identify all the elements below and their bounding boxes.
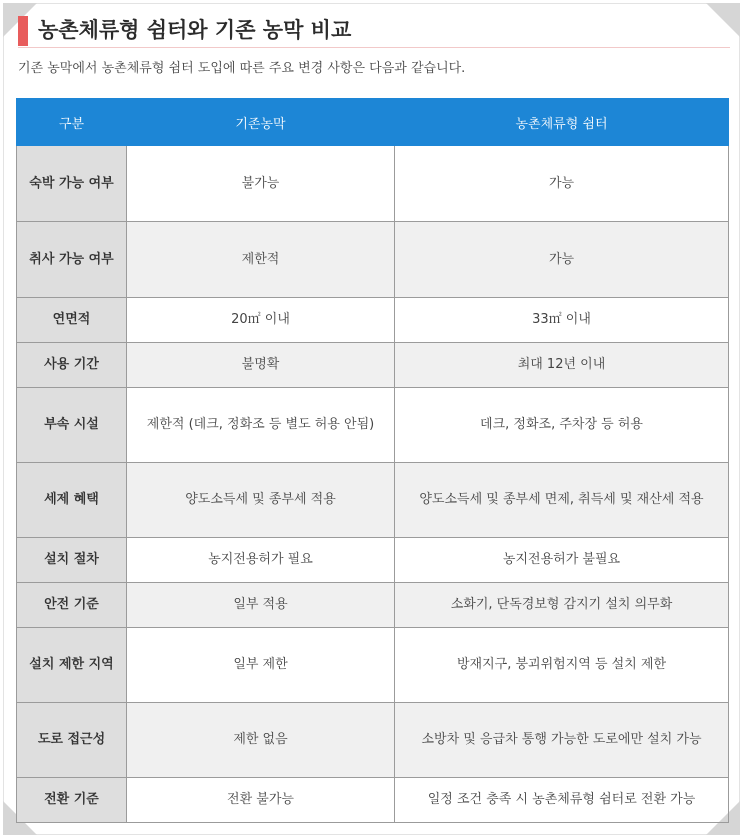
new-value: 최대 12년 이내 bbox=[395, 343, 729, 388]
existing-value: 농지전용허가 필요 bbox=[127, 538, 395, 583]
comparison-table bbox=[16, 98, 729, 823]
existing-value: 제한 없음 bbox=[127, 703, 395, 778]
table-row bbox=[17, 222, 729, 298]
row-label: 설치 제한 지역 bbox=[17, 628, 127, 703]
table-row bbox=[17, 778, 729, 823]
new-value: 소방차 및 응급차 통행 가능한 도로에만 설치 가능 bbox=[395, 703, 729, 778]
row-label: 도로 접근성 bbox=[17, 703, 127, 778]
table-row bbox=[17, 343, 729, 388]
existing-value: 제한적 (데크, 정화조 등 별도 허용 안됨) bbox=[127, 388, 395, 463]
table-row bbox=[17, 388, 729, 463]
new-value: 양도소득세 및 종부세 면제, 취득세 및 재산세 적용 bbox=[395, 463, 729, 538]
row-label: 부속 시설 bbox=[17, 388, 127, 463]
row-label: 사용 기간 bbox=[17, 343, 127, 388]
heading-accent-bar bbox=[18, 16, 28, 46]
intro-text: 기존 농막에서 농촌체류형 쉼터 도입에 따른 주요 변경 사항은 다음과 같습니다. bbox=[18, 61, 466, 76]
existing-value: 20㎡ 이내 bbox=[127, 298, 395, 343]
new-value: 33㎡ 이내 bbox=[395, 298, 729, 343]
row-label: 전환 기준 bbox=[17, 778, 127, 823]
new-value: 농지전용허가 불필요 bbox=[395, 538, 729, 583]
page-title: 농촌체류형 쉼터와 기존 농막 비교 bbox=[38, 18, 352, 42]
row-label: 안전 기준 bbox=[17, 583, 127, 628]
row-label: 취사 가능 여부 bbox=[17, 222, 127, 298]
table-row bbox=[17, 146, 729, 222]
existing-value: 제한적 bbox=[127, 222, 395, 298]
new-value: 일정 조건 충족 시 농촌체류형 쉼터로 전환 가능 bbox=[395, 778, 729, 823]
existing-value: 불가능 bbox=[127, 146, 395, 222]
row-label: 설치 절차 bbox=[17, 538, 127, 583]
new-value: 가능 bbox=[395, 146, 729, 222]
new-value: 가능 bbox=[395, 222, 729, 298]
column-header: 기존농막 bbox=[127, 99, 395, 146]
existing-value: 일부 제한 bbox=[127, 628, 395, 703]
section-heading bbox=[18, 12, 730, 48]
table-row bbox=[17, 703, 729, 778]
row-label: 세제 혜택 bbox=[17, 463, 127, 538]
new-value: 방재지구, 붕괴위험지역 등 설치 제한 bbox=[395, 628, 729, 703]
table-row bbox=[17, 298, 729, 343]
new-value: 소화기, 단독경보형 감지기 설치 의무화 bbox=[395, 583, 729, 628]
existing-value: 전환 불가능 bbox=[127, 778, 395, 823]
row-label: 연면적 bbox=[17, 298, 127, 343]
existing-value: 일부 적용 bbox=[127, 583, 395, 628]
existing-value: 양도소득세 및 종부세 적용 bbox=[127, 463, 395, 538]
new-value: 데크, 정화조, 주차장 등 허용 bbox=[395, 388, 729, 463]
row-label: 숙박 가능 여부 bbox=[17, 146, 127, 222]
column-header: 구분 bbox=[17, 99, 127, 146]
existing-value: 불명확 bbox=[127, 343, 395, 388]
table-header-row bbox=[17, 99, 729, 146]
column-header: 농촌체류형 쉼터 bbox=[395, 99, 729, 146]
table-row bbox=[17, 538, 729, 583]
table-row bbox=[17, 628, 729, 703]
table-row bbox=[17, 463, 729, 538]
table-row bbox=[17, 583, 729, 628]
